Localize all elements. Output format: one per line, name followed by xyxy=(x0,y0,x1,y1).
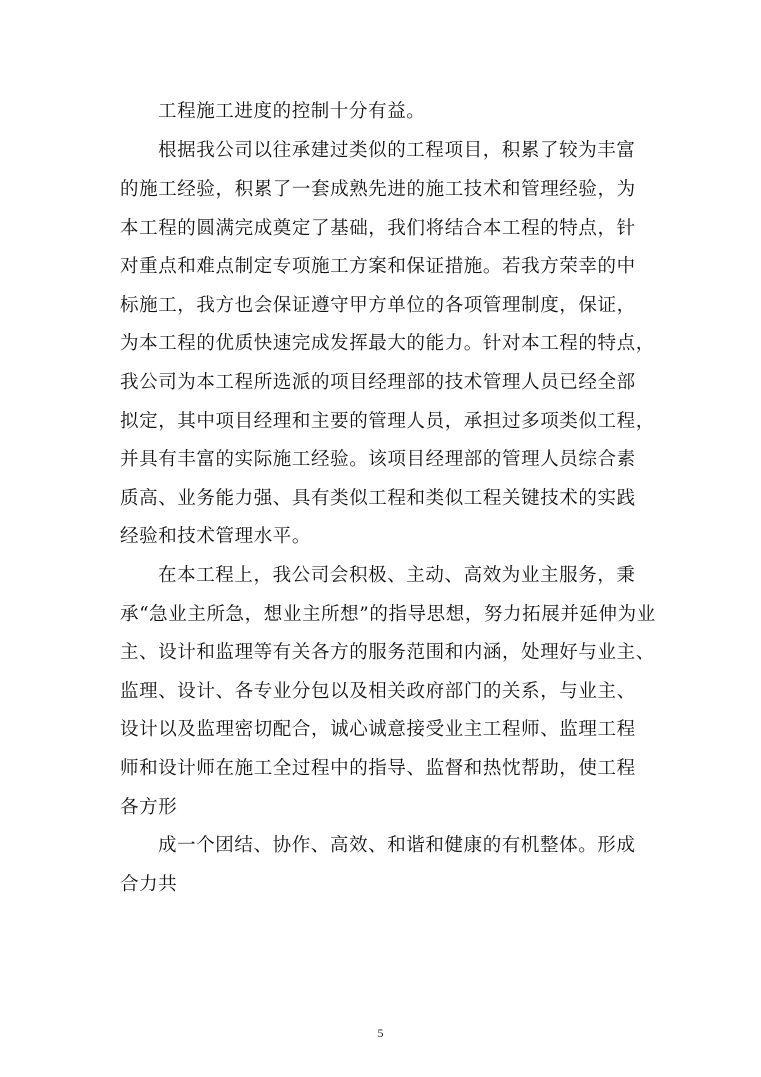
text-line: 在本工程上，我公司会积极、主动、高效为业主服务，秉 xyxy=(158,565,636,586)
text-line: 拟定，其中项目经理和主要的管理人员，承担过多项类似工程， xyxy=(120,411,655,432)
text-line: 我公司为本工程所选派的项目经理部的技术管理人员已经全部 xyxy=(120,372,636,393)
text-line: 设计以及监理密切配合，诚心诚意接受业主工程师、监理工程 xyxy=(120,719,636,740)
text-line: 的施工经验，积累了一套成熟先进的施工技术和管理经验，为 xyxy=(120,179,636,200)
text-line: 根据我公司以往承建过类似的工程项目，积累了较为丰富 xyxy=(158,140,636,161)
text-line: 合力共 xyxy=(120,874,178,895)
text-line: 工程施工进度的控制十分有益。 xyxy=(158,101,426,122)
text-line: 标施工，我方也会保证遵守甲方单位的各项管理制度，保证， xyxy=(120,295,636,316)
text-line: 质高、业务能力强、具有类似工程和类似工程关键技术的实践 xyxy=(120,488,636,509)
text-line: 对重点和难点制定专项施工方案和保证措施。若我方荣幸的中 xyxy=(120,256,636,277)
text-line: 本工程的圆满完成奠定了基础，我们将结合本工程的特点，针 xyxy=(120,218,636,239)
text-line: 并具有丰富的实际施工经验。该项目经理部的管理人员综合素 xyxy=(120,449,636,470)
text-line: 监理、设计、各专业分包以及相关政府部门的关系，与业主、 xyxy=(120,681,636,702)
text-line: 各方形 xyxy=(120,797,178,818)
text-line: 主、设计和监理等有关各方的服务范围和内涵，处理好与业主、 xyxy=(120,642,655,663)
text-line: 师和设计师在施工全过程中的指导、监督和热忱帮助，使工程 xyxy=(120,758,636,779)
text-line: 承“急业主所急，想业主所想”的指导思想，努力拓展并延伸为业 xyxy=(120,604,656,625)
text-line: 经验和技术管理水平。 xyxy=(120,526,312,547)
page-number: 5 xyxy=(377,1026,384,1040)
text-line: 成一个团结、协作、高效、和谐和健康的有机整体。形成 xyxy=(158,835,636,856)
text-line: 为本工程的优质快速完成发挥最大的能力。针对本工程的特点， xyxy=(120,333,655,354)
